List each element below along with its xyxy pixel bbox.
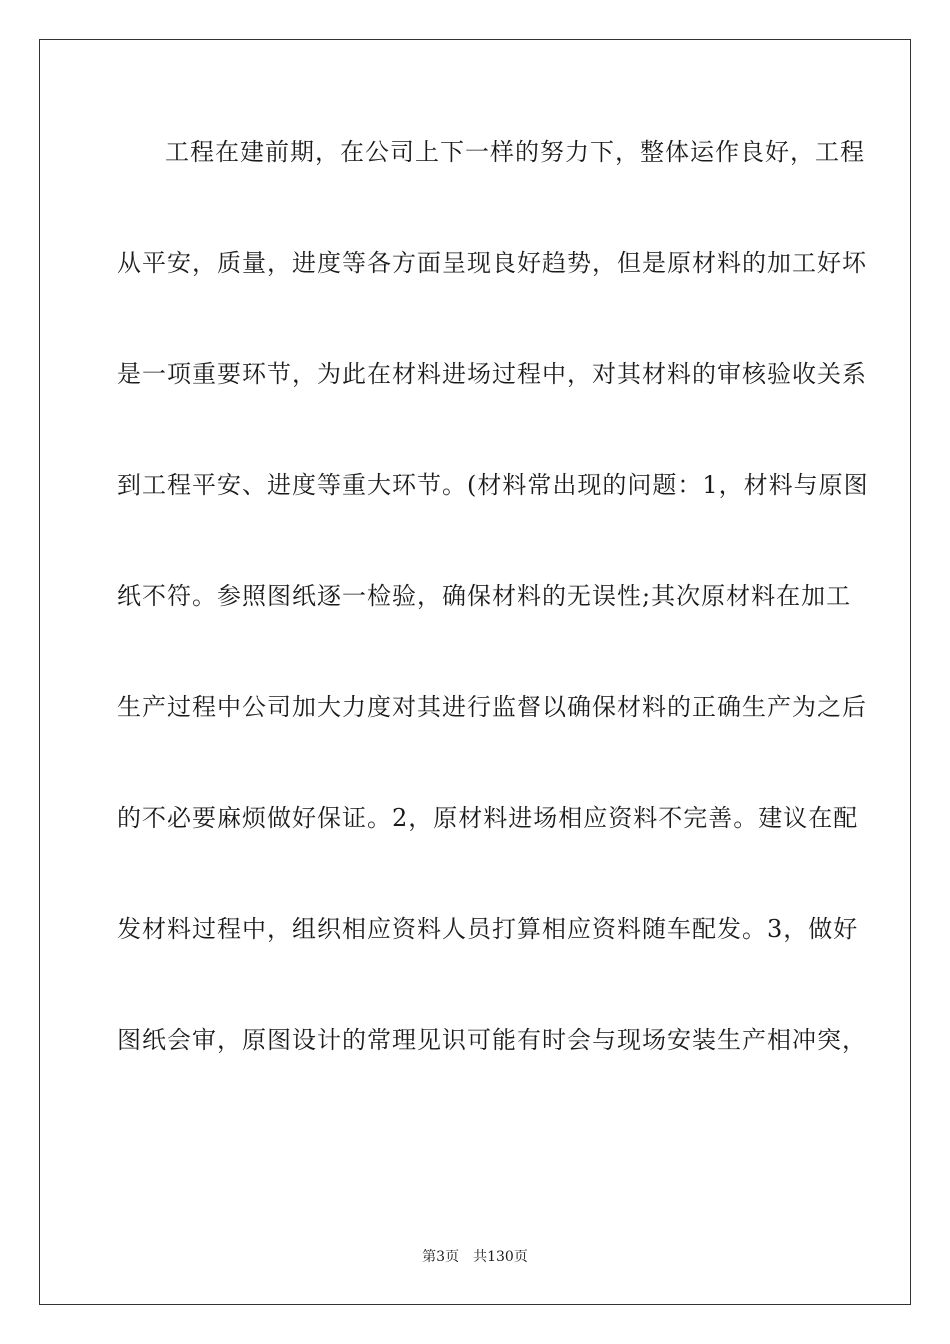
text-line: 纸不符。参照图纸逐一检验，确保材料的无误性;其次原材料在加工 (117, 582, 852, 610)
text-line: 从平安，质量，进度等各方面呈现良好趋势，但是原材料的加工好坏 (117, 249, 867, 277)
text-line: 工程在建前期，在公司上下一样的努力下，整体运作良好，工程 (165, 138, 865, 166)
text-line: 生产过程中公司加大力度对其进行监督以确保材料的正确生产为之后 (117, 693, 867, 721)
text-line: 是一项重要环节，为此在材料进场过程中，对其材料的审核验收关系 (117, 360, 867, 388)
text-line: 的不必要麻烦做好保证。2，原材料进场相应资料不完善。建议在配 (117, 804, 859, 832)
page-border (39, 39, 911, 1305)
text-line: 图纸会审，原图设计的常理见识可能有时会与现场安装生产相冲突， (117, 1026, 867, 1054)
page-number: 第3页 (422, 1249, 460, 1265)
page-footer (0, 1248, 950, 1266)
page-total: 共130页 (473, 1249, 528, 1265)
text-line: 发材料过程中，组织相应资料人员打算相应资料随车配发。3，做好 (117, 915, 859, 943)
text-line: 到工程平安、进度等重大环节。(材料常出现的问题：1，材料与原图 (117, 471, 869, 499)
